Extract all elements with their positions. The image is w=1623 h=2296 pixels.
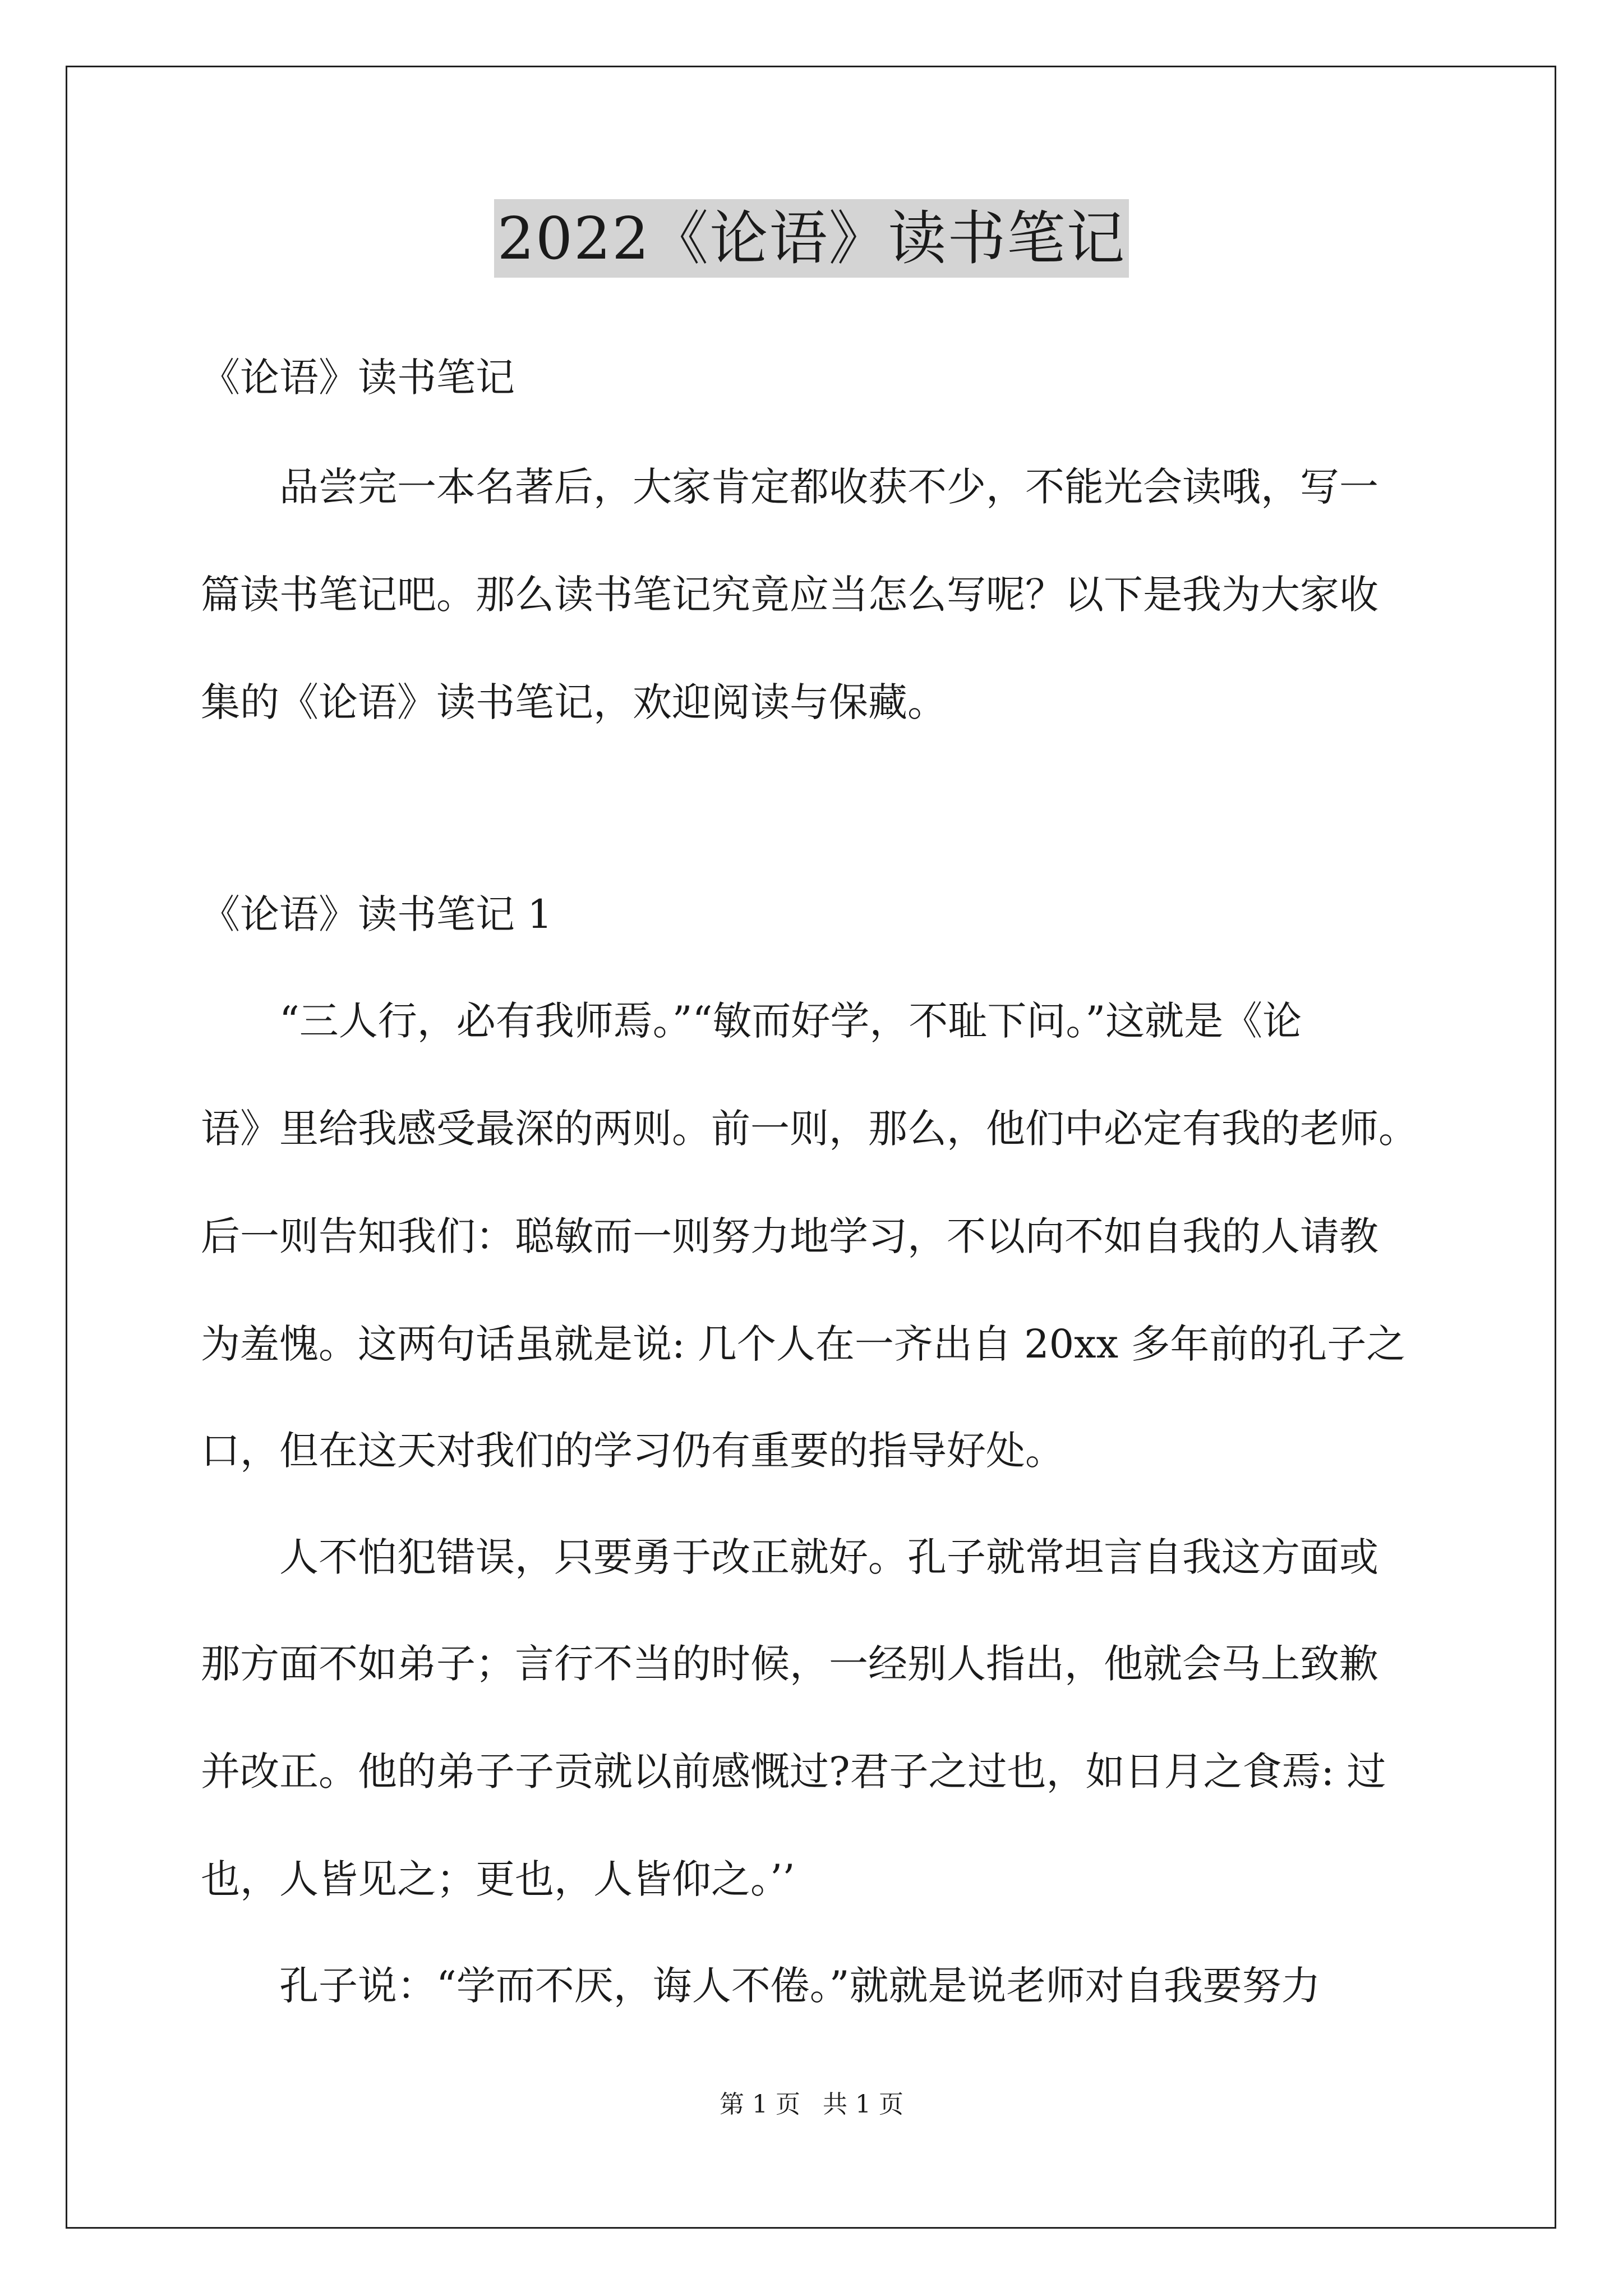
body-line: 人不怕犯错误，只要勇于改正就好。孔子就常坦言自我这方面或 [201, 1534, 1378, 1580]
body-line: 品尝完一本名著后，大家肯定都收获不少，不能光会读哦，写一 [201, 464, 1378, 510]
page-number: 第 1 页 [720, 2090, 800, 2119]
body-line: 为羞愧。这两句话虽就是说: 几个人在一齐出自 20xx 多年前的孔子之 [201, 1321, 1406, 1367]
body-line: 后一则告知我们：聪敏而一则努力地学习，不以向不如自我的人请教 [201, 1213, 1378, 1259]
body-line: 孔子说：“学而不厌，诲人不倦。”就就是说老师对自我要努力 [201, 1963, 1321, 2009]
body-line: “三人行，必有我师焉。”“敏而好学，不耻下问。”这就是《论 [201, 998, 1302, 1044]
section-heading: 《论语》读书笔记 1 [201, 891, 552, 937]
page-title: 2022《论语》读书笔记 [494, 199, 1129, 278]
body-line: 并改正。他的弟子子贡就以前感慨过?君子之过也，如日月之食焉: 过 [201, 1749, 1386, 1795]
body-line: 篇读书笔记吧。那么读书笔记究竟应当怎么写呢？以下是我为大家收 [201, 572, 1378, 618]
body-line: 语》里给我感受最深的两则。前一则，那么，他们中必定有我的老师。 [201, 1106, 1418, 1152]
body-line: 口，但在这天对我们的学习仍有重要的指导好处。 [201, 1428, 1064, 1474]
body-line: 集的《论语》读书笔记，欢迎阅读与保藏。 [201, 679, 947, 725]
page-total: 共 1 页 [823, 2090, 903, 2119]
title-container [0, 199, 1623, 278]
body-line: 也，人皆见之；更也，人皆仰之。’’ [201, 1856, 795, 1902]
section-heading: 《论语》读书笔记 [201, 355, 515, 401]
page-footer [0, 2088, 1623, 2122]
body-line: 那方面不如弟子；言行不当的时候，一经别人指出，他就会马上致歉 [201, 1641, 1378, 1687]
